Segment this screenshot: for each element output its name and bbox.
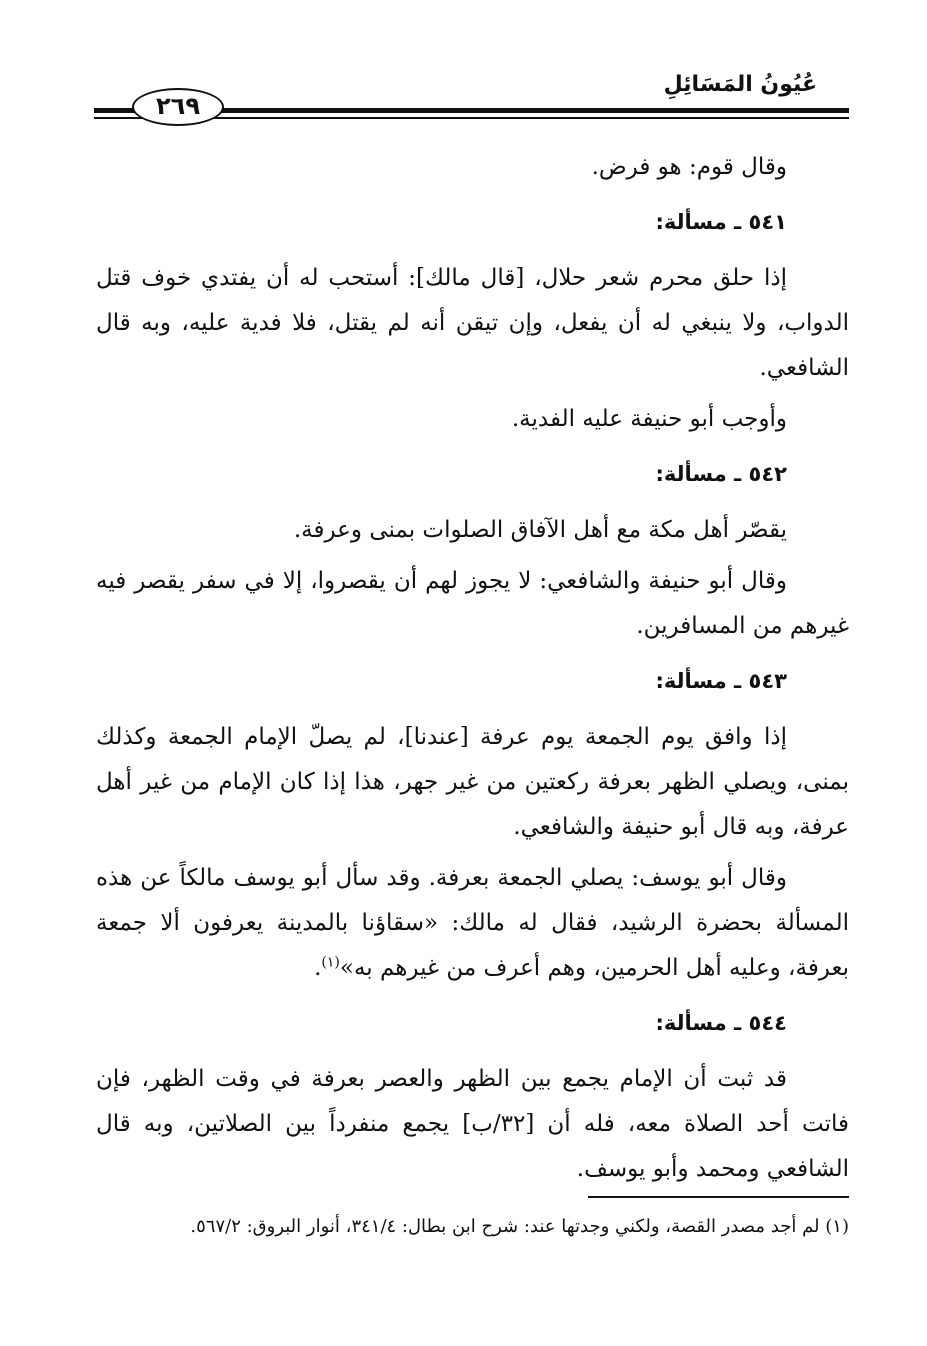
paragraph: وأوجب أبو حنيفة عليه الفدية. — [511, 406, 787, 432]
paragraph: وقال قوم: هو فرض. — [591, 154, 787, 180]
issue-heading-541: ٥٤١ ـ مسألة: — [655, 210, 787, 234]
paragraph: يقصّر أهل مكة مع أهل الآفاق الصلوات بمنى وعرفة. — [293, 517, 787, 543]
paragraph-text: وقال أبو يوسف: يصلي الجمعة بعرفة. وقد سأل أبو يوسف مالكاً عن هذه المسألة بحضرة الرشيد، فقال له مالك: «سقاؤنا بالمدينة يعرفون ألا جمعة بعرفة، وعليه أهل الحرمين، وهم أعرف من غيرهم به» — [96, 865, 849, 981]
paragraph: إذا حلق محرم شعر حلال، [قال مالك]: أستحب له أن يفتدي خوف قتل الدواب، ولا ينبغي له أن يفعل، وإن تيقن أنه لم يقتل، فلا فدية عليه، وبه قال الشافعي. — [96, 265, 849, 381]
paragraph: وقال أبو حنيفة والشافعي: لا يجوز لهم أن يقصروا، إلا في سفر يقصر فيه غيرهم من المسافرين. — [96, 568, 849, 639]
issue-heading-544: ٥٤٤ ـ مسألة: — [655, 1011, 787, 1035]
issue-heading-542: ٥٤٢ ـ مسألة: — [655, 462, 787, 486]
running-header-title: عُيُونُ المَسَائِلِ — [663, 72, 817, 97]
paragraph-end: . — [314, 955, 322, 981]
page-number: ٢٦٩ — [132, 88, 224, 126]
footnotes — [96, 1208, 849, 1246]
footnote: (١) لم أجد مصدر القصة، ولكني وجدتها عند: شرح ابن بطال: ٣٤١/٤، أنوار البروق: ٥٦٧/٢. — [190, 1216, 849, 1237]
issue-heading-543: ٥٤٣ ـ مسألة: — [655, 669, 787, 693]
paragraph — [96, 856, 849, 991]
paragraph: قد ثبت أن الإمام يجمع بين الظهر والعصر بعرفة في وقت الظهر، فإن فاتت أحد الصلاة معه، فله أن [٣٢/ب] يجمع منفرداً بين الصلاتين، وبه قال الشافعي ومحمد وأبو يوسف. — [96, 1066, 849, 1182]
footnote-ref: (١) — [321, 954, 340, 971]
main-text — [96, 145, 849, 1198]
footnote-separator — [588, 1196, 849, 1198]
paragraph: إذا وافق يوم الجمعة يوم عرفة [عندنا]، لم يصلّ الإمام الجمعة وكذلك بمنى، ويصلي الظهر بعرفة ركعتين من غير جهر، هذا إذا كان الإمام من غير أهل عرفة، وبه قال أبو حنيفة والشافعي. — [96, 724, 849, 840]
